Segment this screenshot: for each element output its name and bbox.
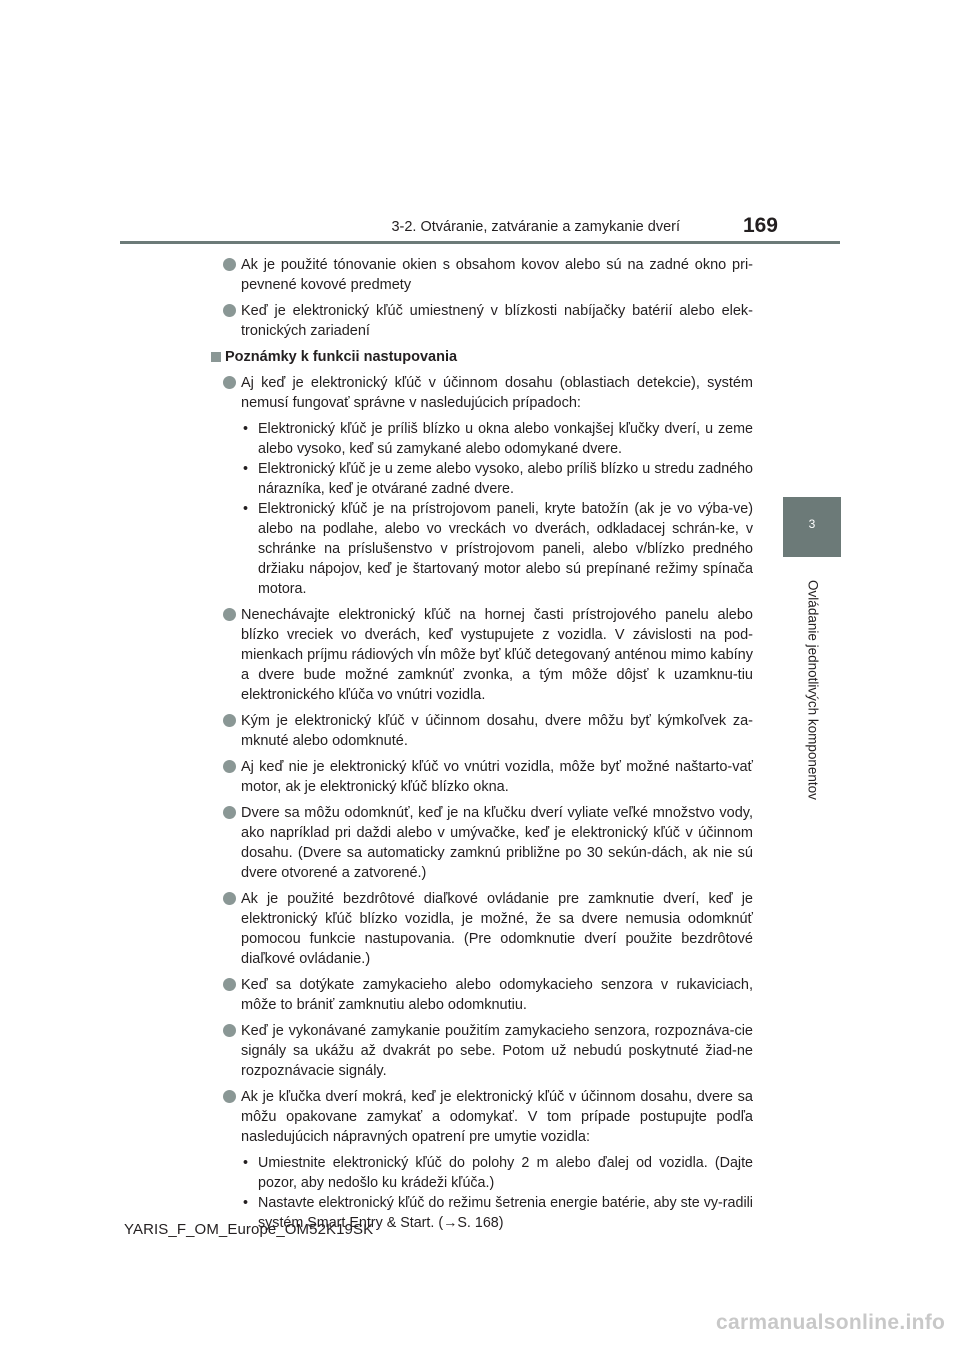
chapter-tab: 3: [783, 497, 841, 557]
list-item: [207, 373, 753, 413]
bullet-icon: [223, 376, 236, 389]
small-bullet-icon: •: [243, 501, 249, 517]
sub-list-item-text: Elektronický kľúč je u zeme alebo vysoko, alebo príliš blízko u stredu zadného nárazníka, keď je otvárané zadné dvere.: [258, 461, 753, 497]
page-number: 169: [742, 214, 778, 237]
sub-list-item: [243, 1153, 753, 1193]
list-item-text: Keď je elektronický kľúč umiestnený v blízkosti nabíjačky batérií alebo elek-tronických zariadení: [241, 303, 753, 339]
sub-list-item-text: Elektronický kľúč je príliš blízko u okna alebo vonkajšej kľučky dverí, u zeme alebo vysoko, keď sú zamykané alebo odomykané dvere.: [258, 421, 753, 457]
list-item-text: Aj keď je elektronický kľúč v účinnom dosahu (oblastiach detekcie), systém nemusí fungovať správne v nasledujúcich prípadoch:: [241, 375, 753, 411]
list-item-text: Kým je elektronický kľúč v účinnom dosahu, dvere môžu byť kýmkoľvek za-mknuté alebo odomknuté.: [241, 713, 753, 749]
sub-list-item: [243, 419, 753, 459]
section-title: Poznámky k funkcii nastupovania: [225, 349, 458, 365]
list-item: [207, 255, 753, 295]
sub-list-item: [243, 459, 753, 499]
bullet-icon: [223, 258, 236, 271]
watermark-logo: carmanualsonline.info: [716, 1311, 946, 1334]
section-heading: [207, 347, 753, 367]
sub-list-item: [243, 499, 753, 599]
list-item-text: Aj keď nie je elektronický kľúč vo vnútri vozidla, môže byť možné naštarto-vať motor, ak je elektronický kľúč blízko okna.: [241, 759, 753, 795]
sub-list-item-text: Elektronický kľúč je na prístrojovom paneli, kryte batožín (ak je vo výba-ve) alebo na podlahe, alebo vo vreckách vo dverách, odkladacej schrán-ke, v schránke na príslušenstvo v prístrojovom paneli, alebo v/blízko predného držiaku nápojov, keď je štartovaný motor alebo sú prepínané režimy spínača motora.: [258, 501, 753, 597]
bullet-icon: [223, 760, 236, 773]
small-bullet-icon: •: [243, 421, 249, 437]
document-footer: YARIS_F_OM_Europe_OM52K19SK: [124, 1221, 374, 1238]
sub-list-item-text: Nastavte elektronický kľúč do režimu šetrenia energie batérie, aby ste vy-radili systém Smart Entry & Start. (→S. 168): [258, 1195, 753, 1231]
list-item-text: Nenechávajte elektronický kľúč na hornej časti prístrojového panelu alebo blízko vreciek vo dverách, keď vystupujete z vozidla. V závislosti na pod-mienkach príjmu rádiových vĺn môže byť kľúč detegovaný anténou mimo kabíny a dvere bude možné zamknúť zvonka, a tým môže dôjsť k uzamknu-tiu elektronického kľúča vo vnútri vozidla.: [241, 607, 753, 703]
small-bullet-icon: •: [243, 461, 249, 477]
list-item-text: Ak je použité bezdrôtové diaľkové ovládanie pre zamknutie dverí, keď je elektronický kľúč blízko vozidla, je možné, že sa dvere nemusia odomknúť pomocou funkcie nastupovania. (Pre odomknutie dverí použite bezdrôtové diaľkové ovládanie.): [241, 891, 753, 967]
chapter-title: 3-2. Otváranie, zatváranie a zamykanie dverí: [391, 219, 680, 235]
list-item: [207, 301, 753, 341]
list-item: [207, 975, 753, 1015]
list-item: [207, 1087, 753, 1147]
square-bullet-icon: [211, 352, 221, 362]
header-rule: [120, 241, 840, 244]
small-bullet-icon: •: [243, 1195, 249, 1211]
chapter-side-label: Ovládanie jednotlivých komponentov: [805, 580, 821, 800]
bullet-icon: [223, 806, 236, 819]
list-item: [207, 605, 753, 705]
bullet-icon: [223, 1090, 236, 1103]
list-item: [207, 711, 753, 751]
bullet-icon: [223, 304, 236, 317]
page-content: [207, 255, 753, 1239]
list-item: [207, 757, 753, 797]
bullet-icon: [223, 892, 236, 905]
bullet-icon: [223, 1024, 236, 1037]
list-item-text: Dvere sa môžu odomknúť, keď je na kľučku dverí vyliate veľké množstvo vody, ako napríklad pri daždi alebo v umývačke, keď je elektronický kľúč v účinnom dosahu. (Dvere sa automaticky zamknú približne po 30 sekún-dách, ak nie sú dvere otvorené a zatvorené.): [241, 805, 753, 881]
list-item: [207, 1021, 753, 1081]
small-bullet-icon: •: [243, 1155, 249, 1171]
list-item-text: Keď sa dotýkate zamykacieho alebo odomykacieho senzora v rukaviciach, môže to brániť zamknutiu alebo odomknutiu.: [241, 977, 753, 1013]
sub-list-item-text: Umiestnite elektronický kľúč do polohy 2 m alebo ďalej od vozidla. (Dajte pozor, aby nedošlo ku krádeži kľúča.): [258, 1155, 753, 1191]
bullet-icon: [223, 978, 236, 991]
sub-list: [243, 419, 753, 599]
bullet-icon: [223, 714, 236, 727]
list-item: [207, 803, 753, 883]
list-item-text: Ak je kľučka dverí mokrá, keď je elektronický kľúč v účinnom dosahu, dvere sa môžu opakovane zamykať a odomykať. V tom prípade postupujte podľa nasledujúcich nápravných opatrení pre umytie vozidla:: [241, 1089, 753, 1145]
list-item: [207, 889, 753, 969]
bullet-icon: [223, 608, 236, 621]
list-item-text: Ak je použité tónovanie okien s obsahom kovov alebo sú na zadné okno pri-pevnené kovové predmety: [241, 257, 753, 293]
list-item-text: Keď je vykonávané zamykanie použitím zamykacieho senzora, rozpoznáva-cie signály sa ukážu až dvakrát po sebe. Potom už nebudú poskytnuté žiad-ne rozpoznávacie signály.: [241, 1023, 753, 1079]
